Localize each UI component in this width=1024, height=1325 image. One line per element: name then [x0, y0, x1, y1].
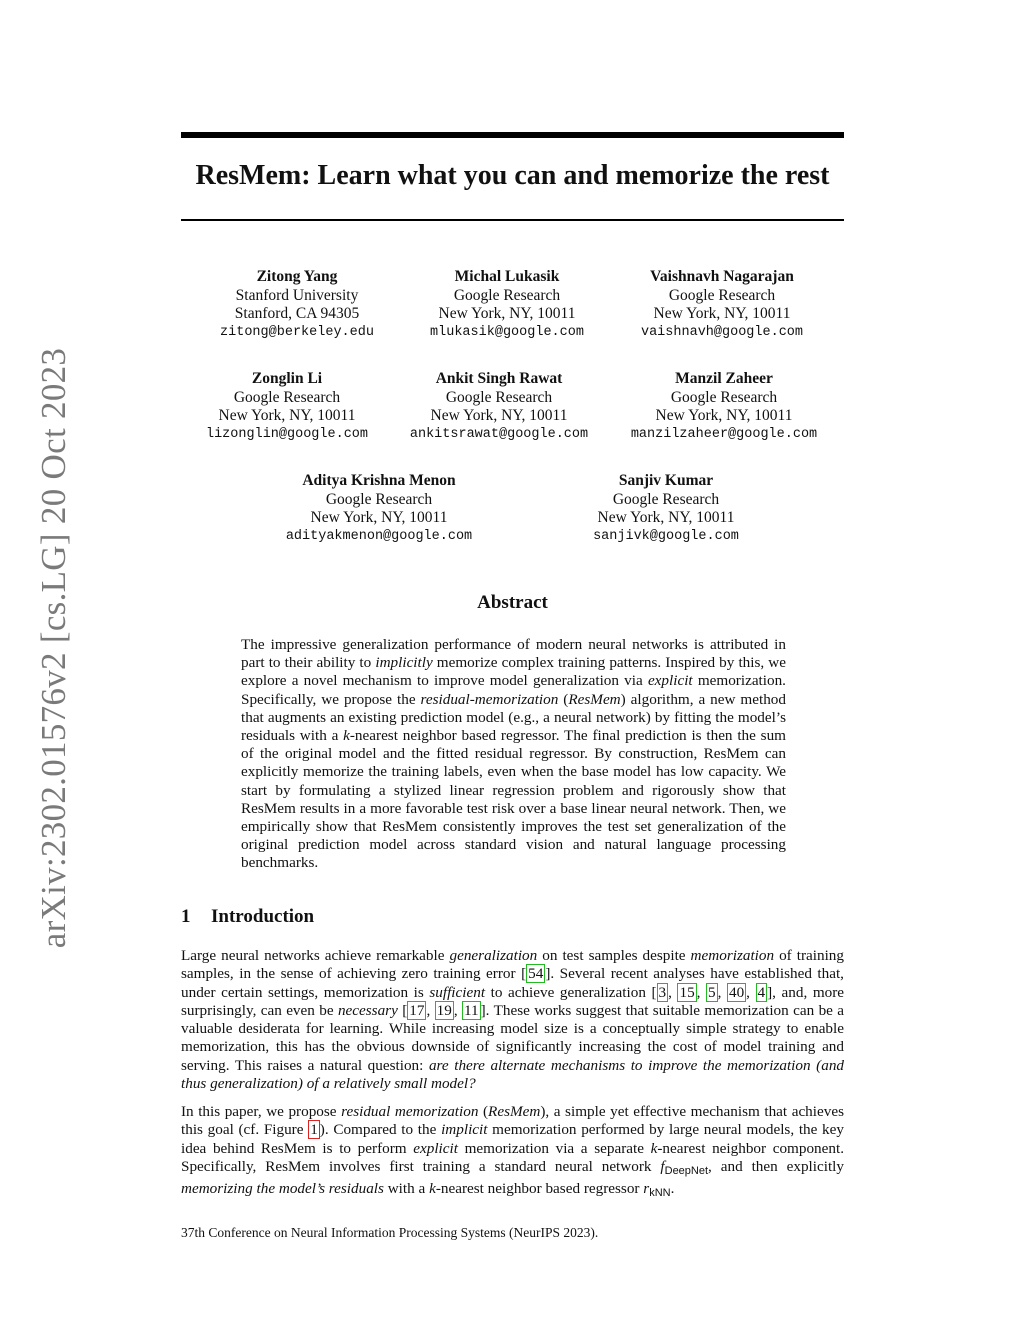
f-deepnet-symbol: f: [660, 1157, 665, 1175]
author-address: New York, NY, 10011: [597, 509, 735, 526]
author-address: New York, NY, 10011: [218, 407, 356, 424]
author-affiliation: Google Research: [670, 388, 778, 406]
author-affiliation: Google Research: [453, 286, 561, 304]
author-address: Stanford, CA 94305: [234, 305, 360, 322]
author-name: Aditya Krishna Menon: [302, 472, 456, 489]
citation-link[interactable]: 40: [728, 983, 745, 1001]
author-address: New York, NY, 10011: [310, 509, 448, 526]
author-address: New York, NY, 10011: [438, 305, 576, 322]
citation-link[interactable]: 5: [708, 983, 716, 1001]
citation-link[interactable]: 54: [528, 965, 544, 983]
section-title: Introduction: [211, 906, 315, 927]
author-name: Manzil Zaheer: [675, 370, 773, 387]
author-affiliation: Google Research: [612, 490, 720, 508]
citation-link[interactable]: 17: [409, 1001, 425, 1019]
title-top-rule: [181, 132, 844, 138]
section-number: 1: [181, 906, 191, 927]
author-affiliation: Google Research: [325, 490, 433, 508]
author-name: Sanjiv Kumar: [618, 472, 714, 489]
citation-link[interactable]: 15: [679, 983, 695, 1001]
citation-link[interactable]: 11: [464, 1001, 479, 1019]
author-name: Vaishnavh Nagarajan: [650, 268, 794, 285]
citation-link[interactable]: 19: [436, 1001, 452, 1019]
author-name: Zitong Yang: [256, 268, 338, 285]
author-affiliation: Google Research: [233, 388, 341, 406]
author-name: Zonglin Li: [251, 370, 323, 387]
arxiv-identifier: arXiv:2302.01576v2 [cs.LG] 20 Oct 2023: [34, 347, 73, 948]
abstract-heading: Abstract: [477, 592, 548, 613]
author-email[interactable]: lizonglin@google.com: [205, 426, 369, 442]
author-affiliation: Stanford University: [235, 286, 359, 304]
conference-footnote: 37th Conference on Neural Information Processing Systems (NeurIPS 2023).: [181, 1225, 599, 1240]
author-email[interactable]: adityakmenon@google.com: [285, 528, 473, 544]
author-email[interactable]: mlukasik@google.com: [430, 324, 584, 340]
author-block: [541, 472, 791, 546]
author-block: [597, 268, 847, 342]
author-email[interactable]: ankitsrawat@google.com: [409, 426, 589, 442]
r-knn-symbol: r: [643, 1180, 650, 1198]
author-block: [254, 472, 504, 546]
author-email[interactable]: manzilzaheer@google.com: [630, 426, 818, 442]
author-address: New York, NY, 10011: [655, 407, 793, 424]
author-block: [382, 268, 632, 342]
author-affiliation: Google Research: [445, 388, 553, 406]
author-email[interactable]: zitong@berkeley.edu: [220, 324, 374, 340]
author-block: [599, 370, 849, 444]
abstract-text: The impressive generalization performance of modern neural networks is attributed in part to their ability to implicitly memorize complex training patterns. Inspired by this, we explore a novel mechanism to improve model generalization via explicit memorization. Specifically, we propose the residual-memorization (ResMem) algorithm, a new method that augments an existing prediction model (e.g., a neural network) by fitting the model’s residuals with a k-nearest neighbor based regressor. The final prediction is then the sum of the original model and the fitted residual regressor. By construction, ResMem can explicitly memorize the training labels, even when the base model has low capacity. We start by formulating a stylized linear regression problem and rigorously show that ResMem results in a more favorable test risk over a base linear neural network. Then, we empirically show that ResMem consistently improves the test set generalization of the original prediction model across standard vision and natural language processing benchmarks.: [241, 636, 786, 872]
paper-title: ResMem: Learn what you can and memorize the rest: [195, 160, 830, 191]
intro-paragraph-1: Large neural networks achieve remarkable generalization on test samples despite memorization of training samples, in the sense of achieving zero training error [ 54 ]. Several recent analyses have established that, under certain settings, memorization is sufficient to achieve generalization [ 3 , 15 , 5 , 40 , 4 ], and, more surprisingly, can even be necessary [ 17 , 19 , 11 ]. These works suggest that suitable memorization can be a valuable desiderata for learning. While increasing model size is a conceptually simple strategy to enable memorization, this has the obvious downside of significantly increasing the cost of model training and serving. This raises a natural question: are there alternate mechanisms to improve the memorization (and thus generalization) of a relatively small model?: [181, 947, 845, 1093]
figure-link[interactable]: 1: [310, 1121, 318, 1139]
section-heading-introduction: [181, 906, 314, 928]
author-affiliation: Google Research: [668, 286, 776, 304]
author-email[interactable]: sanjivk@google.com: [593, 528, 739, 544]
author-email[interactable]: vaishnavh@google.com: [640, 324, 804, 340]
citation-link[interactable]: 3: [658, 983, 667, 1001]
author-name: Michal Lukasik: [454, 268, 560, 285]
citation-link[interactable]: 4: [757, 983, 766, 1001]
intro-paragraph-2: In this paper, we propose residual memorization (ResMem), a simple yet effective mechanism that achieves this goal (cf. Figure 1 ). Compared to the implicit memorization performed by large neural models, the key idea behind ResMem is to perform explicit memorization via a separate k-nearest neighbor component. Specifically, ResMem involves first training a standard neural network $f_{DeepNet}$, and then explicitly memorizing the model’s residuals with a k-nearest neighbor based regressor $r_{kNN}$.: [181, 1103, 844, 1200]
title-bottom-rule: [181, 219, 844, 221]
author-block: [374, 370, 624, 444]
author-address: New York, NY, 10011: [430, 407, 568, 424]
author-address: New York, NY, 10011: [653, 305, 791, 322]
author-name: Ankit Singh Rawat: [435, 370, 563, 387]
